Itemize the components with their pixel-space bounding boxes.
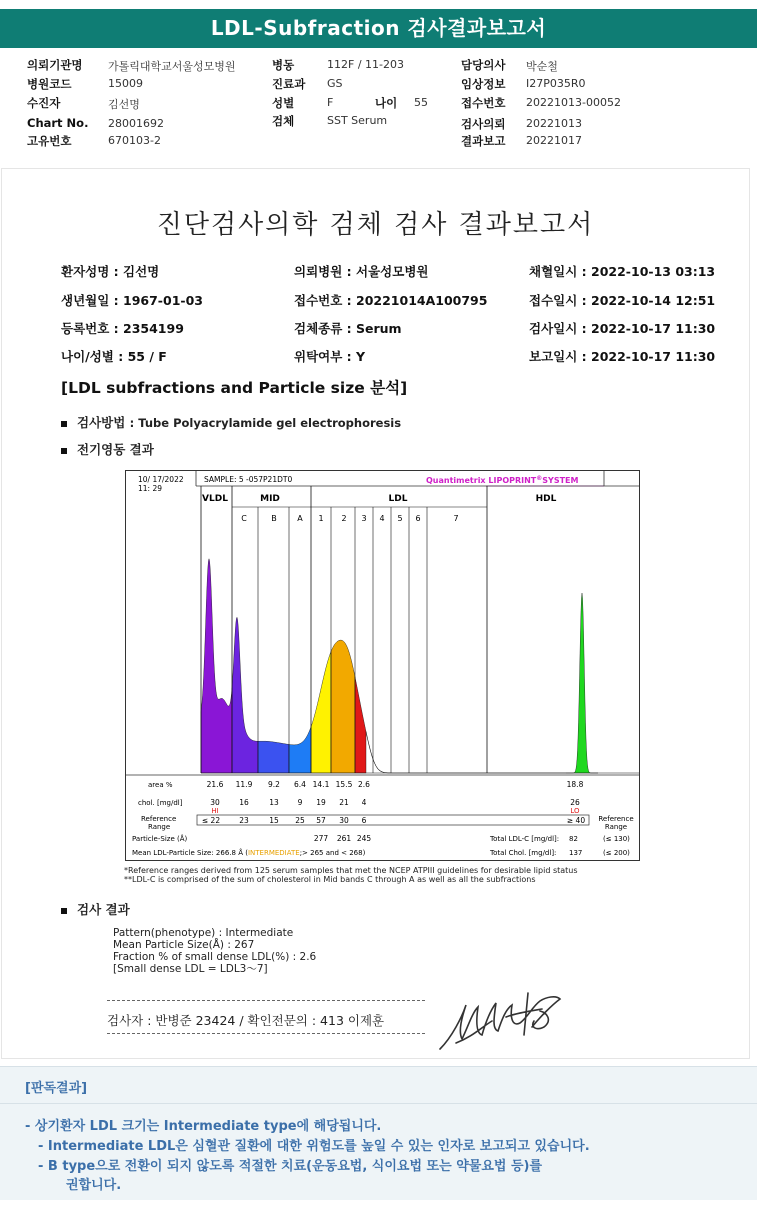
chol-value-b: 13	[269, 798, 279, 807]
specimen-type: 검체종류 : Serum	[294, 321, 402, 336]
report-datetime-label: 보고일시	[529, 349, 578, 364]
patient-name-value: 김선명	[123, 264, 160, 279]
chart-brand	[426, 475, 579, 485]
group-label-hdl: HDL	[535, 494, 557, 504]
report-title-bar: LDL-Subfraction 검사결과보고서	[0, 9, 757, 48]
value-requesting-institution: 가톨릭대학교서울성모병원	[108, 60, 236, 73]
report-datetime-value: 2022-10-17 11:30	[591, 349, 716, 364]
value-ward: 112F / 11-203	[327, 58, 404, 71]
chart-brand-mark: ®	[536, 475, 543, 482]
outsourced-label: 위탁여부	[294, 349, 343, 364]
ref-right-label-1: Reference	[598, 815, 634, 823]
chol-value-ldl1: 19	[316, 798, 326, 807]
chol-row-label: chol. [mg/dl]	[138, 799, 183, 807]
area-mid-c	[232, 617, 258, 773]
ref-value-c: 23	[239, 816, 249, 825]
band-label-a: A	[297, 514, 303, 523]
chol-value-ldl2: 21	[339, 798, 349, 807]
result-mean-size: Mean Particle Size(Å) : 267	[113, 939, 255, 951]
chol-flag-lo: LO	[570, 807, 580, 815]
bullet-icon	[61, 421, 67, 427]
ref-value-ldl2: 30	[339, 816, 349, 825]
specimen-type-label: 검체종류	[294, 321, 343, 336]
baseline-trace	[366, 732, 566, 773]
area-ldl2	[331, 640, 355, 773]
accession-no: 접수번호 : 20221014A100795	[294, 293, 488, 308]
collection-datetime-value: 2022-10-13 03:13	[591, 264, 716, 279]
result-sd-ldl-fraction: Fraction % of small dense LDL(%) : 2.6	[113, 951, 317, 963]
judgement-line-4: 권합니다.	[66, 1178, 122, 1193]
method-line	[61, 413, 401, 431]
area-value-b: 9.2	[268, 780, 280, 789]
receipt-datetime: 접수일시 : 2022-10-14 12:51	[529, 293, 716, 308]
results-block	[113, 927, 316, 975]
value-report-date: 20221017	[526, 134, 582, 147]
area-value-ldl1: 14.1	[312, 780, 330, 789]
report-datetime: 보고일시 : 2022-10-17 11:30	[529, 349, 716, 364]
particle-size-ldl2: 261	[336, 834, 352, 843]
accession-no-value: 20221014A100795	[356, 293, 488, 308]
birth-date-label: 생년월일	[61, 293, 110, 308]
chart-time: 11: 29	[138, 484, 162, 493]
area-value-a: 6.4	[294, 780, 306, 789]
band-label-7: 7	[453, 514, 459, 523]
band-label-c: C	[241, 514, 247, 523]
age-sex-label: 나이/성별	[61, 349, 114, 364]
judgement-line-1: - 상기환자 LDL 크기는 Intermediate type에 해당됩니다.	[25, 1119, 382, 1134]
bullet-icon	[61, 908, 67, 914]
value-doctor: 박순철	[526, 60, 558, 73]
accession-no-label: 접수번호	[294, 293, 343, 308]
judgement-line-3: - B type으로 전환이 되지 않도록 적절한 치료(운동요법, 식이요법 또는 약물요법 등)를	[38, 1159, 543, 1174]
total-chol-value: 137	[569, 849, 583, 857]
label-requesting-institution: 의뢰기관명	[27, 58, 83, 72]
referring-hospital: 의뢰병원 : 서울성모병원	[294, 264, 429, 279]
value-hospital-code: 15009	[108, 77, 143, 90]
document-title: 진단검사의학 검체 검사 결과보고서	[156, 210, 595, 240]
area-ldl3	[355, 677, 366, 773]
value-request-date: 20221013	[526, 117, 582, 130]
value-age: 55	[414, 96, 428, 109]
analysis-section-title: [LDL subfractions and Particle size 분석]	[61, 379, 408, 397]
age-sex: 나이/성별 : 55 / F	[61, 349, 167, 364]
footnote-2: **LDL-C is comprised of the sum of cholesterol in Mid bands C through A as well as all the subfractions	[124, 875, 536, 884]
result-sd-ldl-definition: [Small dense LDL = LDL3～7]	[113, 963, 268, 975]
signature-stroke	[440, 993, 560, 1049]
chol-value-ldl3: 4	[361, 798, 367, 807]
band-label-1: 1	[318, 514, 324, 523]
area-value-ldl2: 15.5	[335, 780, 353, 789]
chol-value-c: 16	[239, 798, 249, 807]
label-department: 진료과	[272, 77, 306, 91]
band-label-5: 5	[397, 514, 403, 523]
area-value-vldl: 21.6	[206, 780, 224, 789]
mean-ldl-size-suffix: ;> 265 and < 268)	[299, 849, 366, 857]
collection-datetime: 채혈일시 : 2022-10-13 03:13	[529, 264, 716, 279]
label-doctor: 담당의사	[461, 58, 506, 72]
area-hdl	[566, 593, 598, 773]
ref-row-label-1: Reference	[141, 815, 177, 823]
band-label-3: 3	[361, 514, 367, 523]
mean-ldl-size-intermediate: INTERMEDIATE	[247, 849, 300, 857]
outsourced-value: Y	[356, 349, 366, 364]
total-ldl-ref: (≤ 130)	[603, 835, 630, 843]
value-receipt-no: 20221013-00052	[526, 96, 621, 109]
patient-name: 환자성명 : 김선명	[61, 264, 160, 279]
footnote-1: *Reference ranges derived from 125 serum samples that met the NCEP ATPIII guidelines for desirable lipid status	[124, 866, 578, 875]
header-info	[0, 55, 757, 150]
area-vldl	[201, 559, 232, 773]
birth-date: 생년월일 : 1967-01-03	[61, 293, 203, 308]
label-ward: 병동	[272, 58, 295, 72]
ref-value-vldl: ≤ 22	[201, 816, 221, 825]
value-chart-no: 28001692	[108, 117, 164, 130]
area-value-ldl3: 2.6	[358, 780, 370, 789]
test-datetime: 검사일시 : 2022-10-17 11:30	[529, 321, 716, 336]
label-request-date: 검사의뢰	[461, 117, 506, 131]
chol-value-hdl: 26	[570, 798, 580, 807]
label-sex: 성별	[272, 96, 295, 110]
total-chol-ref: (≤ 200)	[603, 849, 630, 857]
registration-no-value: 2354199	[123, 321, 184, 336]
chol-value-a: 9	[297, 798, 303, 807]
area-mid-b	[258, 741, 289, 773]
birth-date-value: 1967-01-03	[123, 293, 203, 308]
ref-value-b: 15	[269, 816, 279, 825]
mean-ldl-size-prefix: Mean LDL-Particle Size: 266.8 Å (	[132, 849, 248, 857]
age-sex-value: 55 / F	[127, 349, 167, 364]
plot-area	[201, 486, 639, 773]
referring-hospital-value: 서울성모병원	[356, 264, 429, 279]
method-value: : Tube Polyacrylamide gel electrophoresis	[129, 416, 402, 430]
area-mid-a	[289, 727, 311, 773]
group-label-vldl: VLDL	[202, 494, 228, 504]
band-label-2: 2	[341, 514, 347, 523]
label-receipt-no: 접수번호	[461, 96, 506, 110]
electrophoresis-line	[61, 440, 154, 458]
value-sex: F	[327, 96, 334, 109]
lipoprint-chart	[125, 470, 640, 861]
area-ldl1	[311, 652, 331, 774]
total-chol-label: Total Chol. [mg/dl]:	[490, 849, 557, 857]
mean-ldl-size	[132, 848, 366, 857]
collection-datetime-label: 채혈일시	[529, 264, 578, 279]
ref-value-a: 25	[295, 816, 305, 825]
label-patient: 수진자	[27, 96, 61, 110]
label-chart-no: Chart No.	[27, 116, 89, 130]
electrophoresis-label: 전기영동 결과	[77, 442, 154, 457]
value-clinical-info: I27P035R0	[526, 77, 586, 90]
ref-range-box	[197, 815, 589, 825]
ref-value-ldl1: 57	[316, 816, 326, 825]
signature-line-bottom	[107, 1033, 425, 1034]
band-label-4: 4	[379, 514, 385, 523]
ref-value-hdl: ≥ 40	[566, 816, 586, 825]
chart-brand-suffix: SYSTEM	[542, 476, 579, 485]
area-row-label: area %	[148, 781, 173, 789]
area-value-c: 11.9	[235, 780, 253, 789]
chol-flag-hi: HI	[211, 807, 219, 815]
area-value-hdl: 18.8	[566, 780, 584, 789]
value-department: GS	[327, 77, 343, 90]
test-datetime-label: 검사일시	[529, 321, 578, 336]
total-ldl-value: 82	[569, 835, 578, 843]
label-specimen: 검체	[272, 114, 295, 128]
label-unique-no: 고유번호	[27, 134, 72, 148]
group-label-mid: MID	[260, 494, 280, 504]
value-specimen: SST Serum	[327, 114, 388, 127]
outsourced: 위탁여부 : Y	[294, 349, 366, 364]
electrophoresis-chart-svg	[126, 471, 639, 860]
specimen-type-value: Serum	[356, 321, 402, 336]
total-ldl-label: Total LDL-C [mg/dl]:	[490, 835, 560, 843]
referring-hospital-label: 의뢰병원	[294, 264, 343, 279]
ref-value-ldl3: 6	[361, 816, 367, 825]
judgement-line-2: - Intermediate LDL은 심혈관 질환에 대한 위험도를 높일 수 있는 인자로 보고되고 있습니다.	[38, 1139, 590, 1154]
ref-right-label-2: Range	[604, 823, 628, 831]
chart-brand-name: Quantimetrix LIPOPRINT	[426, 476, 537, 485]
particle-size-label: Particle-Size (Å)	[132, 835, 188, 843]
chol-value-vldl: 30	[210, 798, 220, 807]
patient-name-label: 환자성명	[61, 264, 110, 279]
group-label-ldl: LDL	[388, 494, 408, 504]
signature-text: 검사자 : 반병준 23424 / 확인전문의 : 413 이제훈	[107, 1013, 385, 1028]
receipt-datetime-value: 2022-10-14 12:51	[591, 293, 716, 308]
value-unique-no: 670103-2	[108, 134, 161, 147]
report-document	[1, 168, 750, 1059]
results-label: 검사 결과	[77, 902, 130, 917]
judgement-title: [판독결과]	[0, 1066, 757, 1104]
chart-sample: SAMPLE: 5 -057P21DT0	[204, 475, 293, 484]
method-label: 검사방법	[77, 415, 126, 430]
particle-size-ldl1: 277	[313, 834, 329, 843]
label-hospital-code: 병원코드	[27, 77, 72, 91]
label-clinical-info: 임상정보	[461, 77, 506, 91]
label-report-date: 결과보고	[461, 134, 506, 148]
registration-no-label: 등록번호	[61, 321, 110, 336]
band-label-b: B	[271, 514, 277, 523]
chart-date: 10/ 17/2022	[138, 475, 184, 484]
signature-line-top	[107, 1000, 425, 1001]
registration-no: 등록번호 : 2354199	[61, 321, 184, 336]
test-datetime-value: 2022-10-17 11:30	[591, 321, 716, 336]
label-age: 나이	[375, 96, 398, 110]
handwritten-signature	[432, 987, 572, 1057]
bullet-icon	[61, 448, 67, 454]
band-label-6: 6	[415, 514, 421, 523]
result-pattern: Pattern(phenotype) : Intermediate	[113, 927, 294, 939]
value-patient: 김선명	[108, 98, 140, 111]
results-heading	[61, 900, 130, 918]
receipt-datetime-label: 접수일시	[529, 293, 578, 308]
ref-row-label-2: Range	[148, 823, 171, 831]
judgement-body	[0, 1104, 757, 1200]
particle-size-ldl3: 245	[356, 834, 372, 843]
